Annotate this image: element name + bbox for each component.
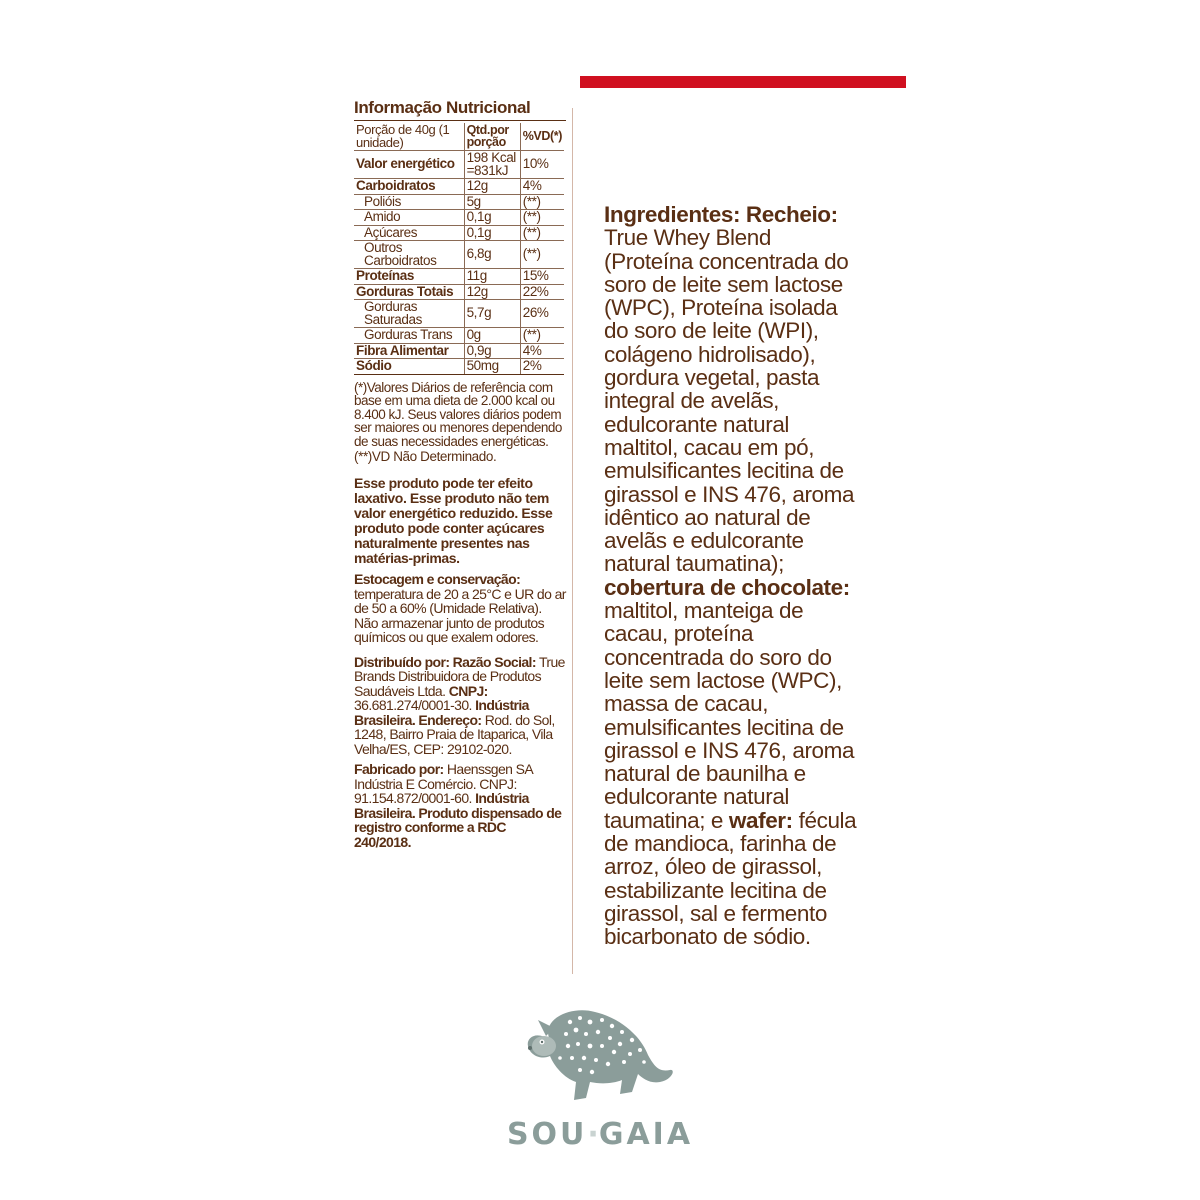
row-qty: 0,1g [464,225,520,241]
nutrition-title: Informação Nutricional [354,98,566,121]
row-qty: 50mg [464,359,520,375]
nutrition-panel [354,98,566,849]
row-name: Polióis [354,194,464,210]
distributor-cnpj: 36.681.274/0001-30. [354,697,472,713]
manufacturer-registration: Indústria Brasileira. Produto dispensado de registro conforme a RDC 240/2018. [354,790,562,850]
wafer-ingredients: fécula de mandioca, farinha de arroz, óleo de girassol, estabilizante lecitina de girassol, sal e fermento bicarbonato de sódio. [604,807,857,950]
row-name: Fibra Alimentar [354,343,464,359]
row-qty: 5,7g [464,300,520,328]
distributor-info [354,655,566,757]
table-row [354,210,564,226]
row-vd: (**) [520,194,564,210]
footnote-reference-values: (*)Valores Diários de referência com base em uma dieta de 2.000 kcal ou 8.400 kJ. Seus valores diários podem ser maiores ou menores dependendo de suas necessidades energéticas. [354,379,562,449]
row-vd: 10% [520,151,564,179]
row-vd: (**) [520,328,564,344]
portion-header: Porção de 40g (1 unidade) [354,123,464,151]
table-row [354,194,564,210]
storage-label: Estocagem e conservação: [354,571,521,587]
row-vd: (**) [520,241,564,269]
table-row [354,343,564,359]
table-row [354,328,564,344]
laxative-warning: Esse produto pode ter efeito laxativo. Esse produto não tem valor energético reduzido. Esse produto pode conter açúcares naturalmente presentes nas matérias-primas. [354,475,553,566]
table-row [354,225,564,241]
coating-ingredients: maltitol, manteiga de cacau, proteína concentrada do soro do leite sem lactose (WPC), massa de cacau, emulsificantes lecitina de girassol e INS 476, aroma natural de baunilha e edulcorante natural taumatina; e [604,598,855,833]
vd-header: %VD(*) [520,123,564,151]
row-name: Gorduras Saturadas [354,300,464,328]
table-row [354,359,564,375]
table-row [354,241,564,269]
row-vd: 22% [520,284,564,300]
row-qty: 12g [464,179,520,195]
row-qty: 0,1g [464,210,520,226]
coating-label: cobertura de chocolate: [604,574,850,600]
brand-word-2: GAIA [598,1117,694,1152]
row-name: Proteínas [354,269,464,285]
wafer-label: wafer: [728,807,793,833]
distributor-label: Distribuído por: Razão Social: [354,653,536,670]
row-vd: 26% [520,300,564,328]
spotted-quoll-icon [520,1000,680,1120]
brand-word-1: SOU [506,1117,588,1152]
column-divider [572,108,573,974]
distributor-address: Rod. do Sol, 1248, Bairro Praia de Itaparica, Vila Velha/ES, CEP: 29102-020. [354,711,555,757]
storage-info [354,572,566,645]
row-qty: 0,9g [464,343,520,359]
row-vd: (**) [520,225,564,241]
brand-wordmark [490,1117,710,1152]
row-vd: 4% [520,343,564,359]
row-vd: 2% [520,359,564,375]
row-vd: 15% [520,269,564,285]
manufacturer-info [354,762,566,849]
footnote-vd-undetermined: (**)VD Não Determinado. [354,449,497,464]
ingredients-label: Ingredientes: Recheio: [604,202,838,227]
row-name: Sódio [354,359,464,375]
nutrition-header-row [354,123,564,151]
row-name: Carboidratos [354,179,464,195]
row-qty: 11g [464,269,520,285]
row-qty: 12g [464,284,520,300]
distributor-industry: Indústria Brasileira. Endereço: [354,697,529,728]
red-accent-bar [580,76,906,88]
table-row [354,151,564,179]
row-vd: 4% [520,179,564,195]
ingredients-text [604,203,864,949]
row-qty: 0g [464,328,520,344]
row-name: Gorduras Totais [354,284,464,300]
brand-separator: · [587,1117,599,1152]
table-row [354,269,564,285]
table-row [354,179,564,195]
table-row [354,300,564,328]
row-name: Amido [354,210,464,226]
manufacturer-text: Haenssgen SA Indústria E Comércio. CNPJ: 91.154.872/0001-60. [354,761,533,806]
distributor-cnpj-label: CNPJ: [448,682,488,699]
row-vd: (**) [520,210,564,226]
row-qty: 6,8g [464,241,520,269]
nutrition-table [354,123,564,375]
row-name: Outros Carboidratos [354,241,464,269]
row-qty: 5g [464,194,520,210]
storage-text: temperatura de 20 a 25°C e UR do ar de 50 a 60% (Umidade Relativa). Não armazenar junto de produtos químicos ou que exalem odores. [354,585,566,645]
table-row [354,284,564,300]
manufacturer-label: Fabricado por: [354,761,444,777]
filling-ingredients: True Whey Blend (Proteína concentrada do soro de leite sem lactose (WPC), Proteína isolada do soro de leite (WPI), colágeno hidrolisado), gordura vegetal, pasta integral de avelãs, edulcorante natural maltitol, cacau em pó, emulsificantes lecitina de girassol e INS 476, aroma idêntico ao natural de avelãs e edulcorante natural taumatina); [604,225,855,577]
row-qty: 198 Kcal =831kJ [464,151,520,179]
row-name: Valor energético [354,151,464,179]
row-name: Açúcares [354,225,464,241]
qty-header: Qtd.por porção [464,123,520,151]
row-name: Gorduras Trans [354,328,464,344]
distributor-name: True Brands Distribuidora de Produtos Saudáveis Ltda. [354,653,565,699]
